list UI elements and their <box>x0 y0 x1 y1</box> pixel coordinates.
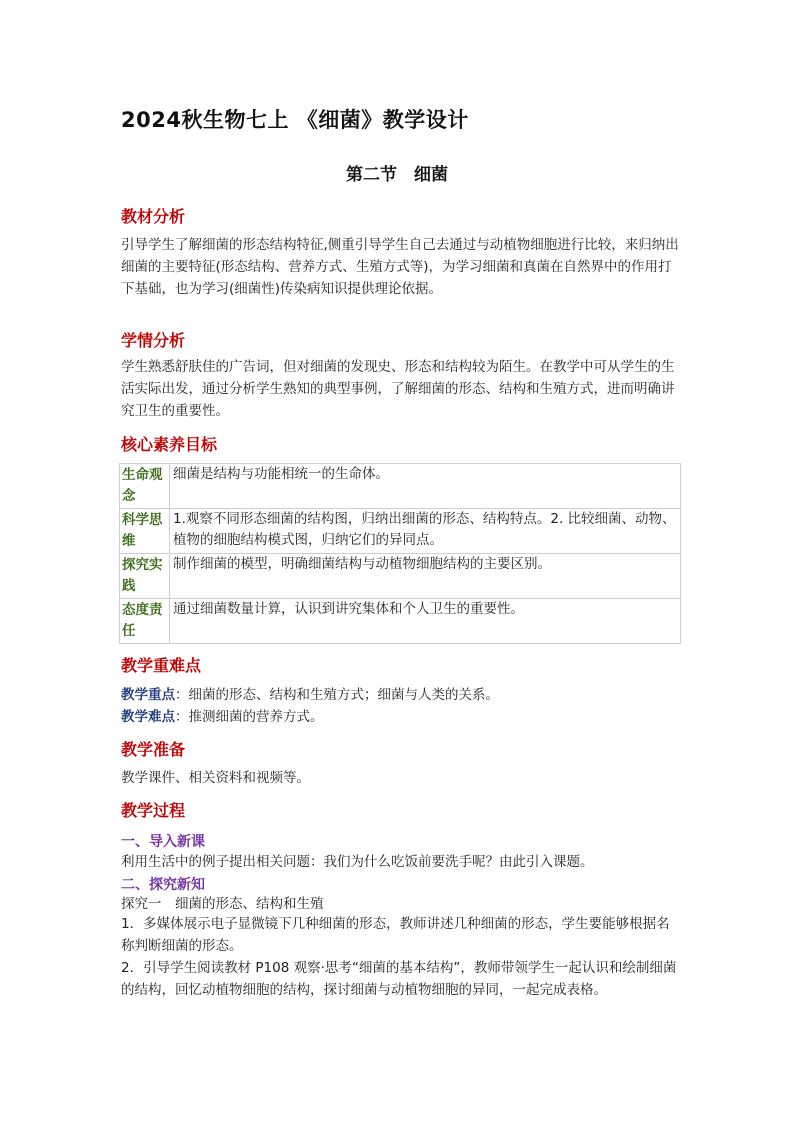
goal-key: 科学思维 <box>120 509 170 554</box>
preparation-text: 教学课件、相关资料和视频等。 <box>121 770 310 786</box>
document-title: 2024秋生物七上 《细菌》教学设计 <box>121 108 469 132</box>
heading-core-goals: 核心素养目标 <box>121 435 218 454</box>
heading-material-analysis: 教材分析 <box>121 207 186 226</box>
table-row <box>120 464 681 509</box>
process-part2-title: 二、探究新知 <box>121 877 205 893</box>
heading-key-points: 教学重难点 <box>121 656 202 675</box>
goal-value: 1.观察不同形态细菌的结构图，归纳出细菌的形态、结构特点。2. 比较细菌、动物、植物的细胞结构模式图，归纳它们的异同点。 <box>170 509 681 554</box>
focus-line <box>121 684 499 706</box>
process-part1-text: 利用生活中的例子提出相关问题：我们为什么吃饭前要洗手呢？由此引入课题。 <box>121 854 594 870</box>
goal-key: 态度责任 <box>120 599 170 644</box>
difficulty-label: 教学难点 <box>121 709 175 725</box>
section-title: 第二节 细菌 <box>346 165 448 185</box>
process-part1-title: 一、导入新课 <box>121 834 205 850</box>
table-row <box>120 554 681 599</box>
difficulty-text: ：推测细菌的营养方式。 <box>175 709 324 725</box>
core-goals-table <box>119 463 681 644</box>
table-row <box>120 599 681 644</box>
goal-value: 通过细菌数量计算，认识到讲究集体和个人卫生的重要性。 <box>170 599 681 644</box>
goal-key: 生命观念 <box>120 464 170 509</box>
explore1-title: 探究一 细菌的形态、结构和生殖 <box>121 896 324 912</box>
material-analysis-text: 引导学生了解细菌的形态结构特征,侧重引导学生自己去通过与动植物细胞进行比较，来归纳出细菌的主要特征(形态结构、营养方式、生殖方式等)，为学习细菌和真菌在自然界中的作用打下基础，也为学习(细菌性)传染病知识提供理论依据。 <box>121 237 679 297</box>
focus-label: 教学重点 <box>121 687 175 703</box>
table-row <box>120 509 681 554</box>
goal-value: 制作细菌的模型，明确细菌结构与动植物细胞结构的主要区别。 <box>170 554 681 599</box>
student-analysis-text: 学生熟悉舒肤佳的广告词，但对细菌的发现史、形态和结构较为陌生。在教学中可从学生的生活实际出发，通过分析学生熟知的典型事例，了解细菌的形态、结构和生殖方式，进而明确讲究卫生的重要性。 <box>121 359 675 419</box>
heading-process: 教学过程 <box>121 801 186 820</box>
heading-preparation: 教学准备 <box>121 740 186 759</box>
difficulty-line <box>121 706 324 728</box>
focus-text: ：细菌的形态、结构和生殖方式；细菌与人类的关系。 <box>175 687 499 703</box>
process-step2: 2．引导学生阅读教材 P108 观察·思考“细菌的基本结构”，教师带领学生一起认识和绘制细菌的结构，回忆动植物细胞的结构，探讨细菌与动植物细胞的异同，一起完成表格。 <box>121 960 677 998</box>
goal-value: 细菌是结构与功能相统一的生命体。 <box>170 464 681 509</box>
heading-student-analysis: 学情分析 <box>121 331 186 350</box>
goal-key: 探究实践 <box>120 554 170 599</box>
process-step1: 1．多媒体展示电子显微镜下几种细菌的形态，教师讲述几种细菌的形态，学生要能够根据名称判断细菌的形态。 <box>121 916 670 954</box>
